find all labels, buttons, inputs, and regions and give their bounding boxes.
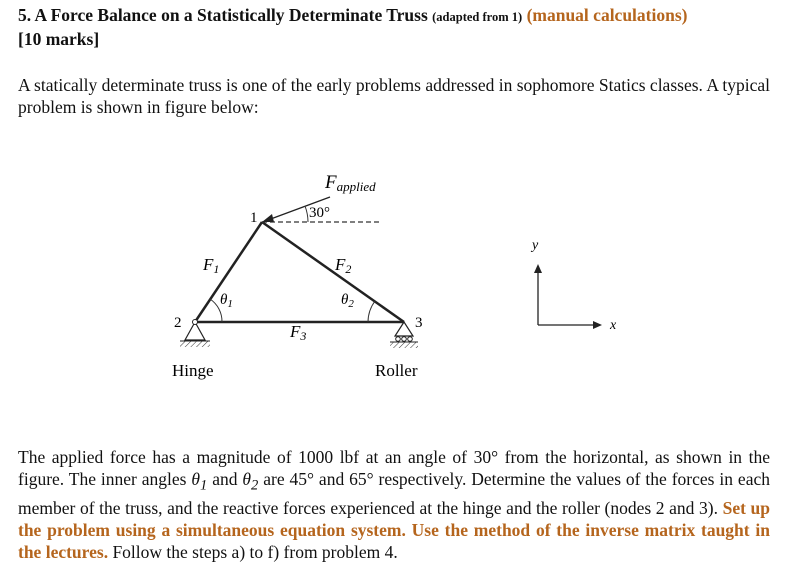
mode-note: (manual calculations) <box>526 5 688 25</box>
node-2-label: 2 <box>174 315 182 331</box>
problem-number: 5. <box>18 5 32 25</box>
hinge-label: Hinge <box>172 361 214 380</box>
marks-label: [10 marks] <box>18 29 100 49</box>
theta1-label: $\theta_1$ <box>220 292 233 310</box>
roller-label: Roller <box>375 361 418 380</box>
f2-label: F2 <box>335 255 352 276</box>
intro-paragraph: A statically determinate truss is one of the early problems addressed in sophomore Statics classes. A typical problem is shown in figure below: <box>18 75 770 117</box>
f3-label: F3 <box>290 322 307 343</box>
y-axis-label: y <box>532 238 539 253</box>
roller-support <box>395 322 413 336</box>
member-f2 <box>262 222 404 322</box>
theta2-arc <box>368 301 375 322</box>
f1-label: F1 <box>203 255 220 276</box>
source-note: (adapted from 1) <box>432 10 523 24</box>
method-instruction: Set up the problem using a simultaneous equation system. Use the method of the inverse matrix taught in the lectures. <box>18 497 770 562</box>
f-applied-label: Fapplied <box>325 172 376 194</box>
x-axis-label: x <box>610 318 617 333</box>
applied-force-arrowhead <box>262 214 274 222</box>
angle-arc-30 <box>305 206 308 222</box>
theta2-label: $\theta_2$ <box>341 292 354 310</box>
theta2-inline: $\theta_2$ <box>242 469 259 494</box>
theta1-inline: $\theta_1$ <box>191 469 208 494</box>
angle-30-label: 30° <box>309 205 330 221</box>
node-3-label: 3 <box>415 315 423 331</box>
problem-title: A Force Balance on a Statistically Determinate Truss <box>34 5 428 25</box>
roller-ground-hatch <box>390 342 418 348</box>
problem-statement: The applied force has a magnitude of 1000 lbf at an angle of 30° from the horizontal, as shown in the figure. The inner angles $\theta_1$ and $\theta_2$ are 45° and 65° respectively. Determine the values of the forces in each member of the truss, and the reactive forces experienced at the hinge and the roller (nodes 2 and 3). Set up the problem using a simultaneous equation system. Use the method of the inverse matrix taught in the lectures. Follow the steps a) to f) from problem 4. <box>18 447 770 562</box>
hinge-ground-hatch <box>180 341 210 347</box>
node-1-label: 1 <box>250 210 258 226</box>
